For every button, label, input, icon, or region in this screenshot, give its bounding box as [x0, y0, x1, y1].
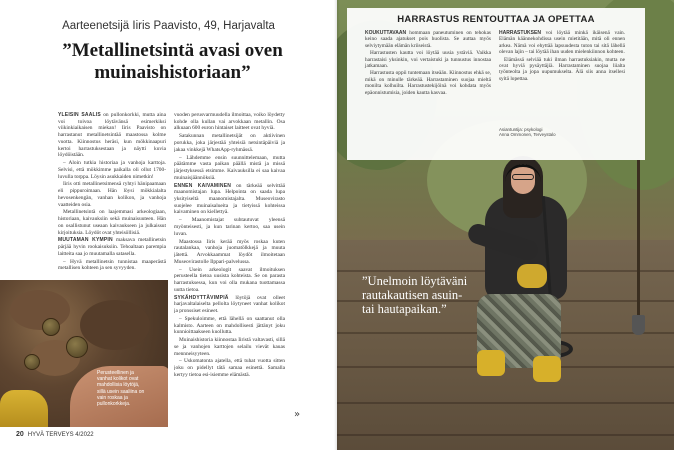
paragraph: – Uskomatonta ajatella, että tuhat vuotta sitten joku on pidellyt tätä samaa esinettä. Samalla kertyy tietoa esi-isiemme elämästä.: [174, 358, 285, 378]
paragraph: – Lähdemme ensin suunnittelemaan, mutta päätämme vasta paikan päällä mistä ja missä järjestyksessä etsimme. Kaivauksilla ei saa kaivaa muinaisjäännöksiä.: [174, 154, 285, 181]
expert-attribution: Asiantuntija: psykologi Anna Ommonen, Terveystalo: [499, 127, 556, 138]
info-column-1: [365, 30, 491, 97]
glove-shape: [0, 390, 48, 427]
paragraph: – Maanomistajat suhtautuvat yleensä myönteisesti, ja kun tarinan kertoo, saa usein luvan.: [174, 217, 285, 237]
spade-blade: [632, 315, 645, 335]
glove-shape: [517, 264, 547, 288]
paragraph: HARRASTUKSEN voi löytää minkä ikäisenä vain. Elämän käännekohdissa usein mietitään, mitä oli ennen arkea. Nämä voi ehyttää lapsuudesta tuton tai sitä lähellä olevan lajin – tai löytää ihan uuden mielenkiinnon kohteen.: [499, 30, 625, 56]
article-kicker: Aarteenetsijä Iiris Paavisto, 49, Harjavalta: [62, 20, 275, 32]
photo-caption: Perusteellinen ja vanhat kolikot ovat mahdollisia löytöjä, sillä usein saaliina on vain roskaa ja pullonkorkkeja.: [97, 370, 145, 408]
boot-shape: [533, 356, 561, 382]
info-box: [347, 8, 645, 160]
paragraph: ENNEN KAIVAMINEN on tärkeää selvittää maanomistajan lupa. Helpointa on saada lupa yksityiseltä maanomistajalta. Museovirasto suojelee muinaisalueita ja tietyissä kohteissa kaivaminen on kiellettyä.: [174, 182, 285, 216]
paragraph: Harrastusten kautta voi löytää uusia ystäviä. Vaikka harrastaisi yksinkin, voi vertaistuki ja tunnustus innostaa jatkamaan.: [365, 50, 491, 70]
coin-icon: [66, 336, 88, 358]
paragraph: MUUTAMAN KYMPIN maksava metallinetsin pärjää hyvin rookaisuksiin. Tehoaltaan parempia laitteita saa jo muutamalla satasella.: [58, 237, 166, 257]
coin-icon: [24, 354, 40, 370]
page-number: 20: [16, 431, 24, 438]
paragraph: SYKÄHDYTTÄVIMPIÄ löytöjä ovat olleet harjavaltalaiselta pellolta löytyneet vanhat kolikot ja pronssiset esineet.: [174, 294, 285, 314]
article-headline: ”Metallinetsintä avasi oven muinaishistoriaan”: [62, 40, 283, 83]
info-column-2: [499, 30, 625, 83]
paragraph: Metallinetsintä on laajemmasi arkeologiaan, historiaan, kaivauksiin sekä muinaisuuteen. Hän on osallistunut useaan kaivaukseen ja julkaissut kirjoituksia. Löydöt ovat yhteisöllisiä.: [58, 209, 166, 236]
paragraph: Maastossa Iiris kerää myös roskaa kuten rautalankaa, vanhoja juomatölkkejä ja muuta jätettä. Arvokkaammat löydöt ilmoitetaan Museovirastolle Ilppari-palvelussa.: [174, 238, 285, 265]
paragraph: – Usein arkeologit saavat ilmoituksen perusteella tietoa uusista kohteista. Se on parasta harrastuksessa, kun voi olla mukana tuottamassa uutta tietoa.: [174, 266, 285, 293]
right-page: [337, 0, 674, 450]
continue-arrow-icon: »: [294, 409, 301, 420]
paragraph: Elämässä selviää tuki ilman harrastuksiakin, mutta ne ovat hyviä pysäyttäjiä. Harrastaminen suojaa liialta työnteolta ja jopa uupumukselta. Älä siis anna itsellesi syitä lopettaa.: [499, 56, 625, 82]
paragraph: KOUKUTTAVAAN hommaan paneutuminen on tehokas keino saada ajatukset pois huolista. Se auttaa myös selviytymään elämän kriiseistä.: [365, 30, 491, 49]
page-gutter: [334, 0, 340, 450]
paragraph: – Aloin tutkia historiaa ja vanhoja karttoja. Selvisi, että mökkimme paikalla oli ollut 1700-luvulla torppa. Löysin asukkaiden nimetkin!: [58, 160, 166, 180]
paragraph: Harrastusta oppii tuntemaan itseään. Kiinnostus ehkä se, mikä on minulle tärkeää. Harrastaminen suojaa mieltä monilta kolhuilta. Harrastustekijöinä voi kohdata myös epäonnistumisia, joiden kautta kasvaa.: [365, 70, 491, 96]
magazine-name: HYVÄ TERVEYS 4/2022: [27, 432, 94, 438]
article-column-2: [174, 112, 285, 412]
info-box-title: HARRASTUS RENTOUTTAA JA OPETTAA: [397, 14, 595, 25]
paragraph: Muinaishistoria kiinnostaa Iiristä valtavasti, sillä se ja vanhojen karttojen selailu vievät kauas mennneisyyteen.: [174, 337, 285, 357]
coin-icon: [42, 318, 60, 336]
article-column-1: [58, 112, 166, 285]
page-folio: [16, 431, 94, 438]
paragraph: vuoden perusvarmuudella ilmoittaa, voiko löydetty kohde olla kullan vai arvokkaan metallin. Osa alkuaan 600 euron hintaiset laitteet ovat hyviä.: [174, 112, 285, 132]
paragraph: – Spekuloimme, että lähellä on saattanut olla kalmisto. Aarteen on mahdollisesti jättänyt joku kunnioittaakseen kuollutta.: [174, 315, 285, 336]
paragraph: – Hyvä metallinetsin tunnistaa maaperästä metallisen kohteen ja sen syvyyden.: [58, 258, 166, 272]
spade-handle: [637, 160, 640, 320]
paragraph: YLEISIN SAALIS on pullonkorkki, mutta aina voi toivoa löytävänsä esimerkiksi viikinkiaikaisen miekan! Iiris Paavisto on harrastanut metallinetsintää maastossa kolme vuotta. Kiinnostus heräsi, kun mökkinaapuri kertoi harrastuksestaan ja näytti kuvia löydöistään.: [58, 112, 166, 159]
boot-shape: [477, 350, 505, 376]
paragraph: Iiris otti metallinetsimensä ryhtyi hänipaamaan eli pippuroimaan. Hän löysi mökkialalta hevosenkengän, vanhan kolikon, ja vanhoja vaatteiden osia.: [58, 181, 166, 208]
pull-quote: ”Unelmoin löytäväni rautakautisen asuin- tai hautapaikan.”: [362, 274, 468, 316]
paragraph: Satakunnan metallinetsijät on aktiivinen porukka, joka järjestää yhteisiä netsintäpäiviä ja jakaa vinkkejä WhatsApp-ryhmässä.: [174, 133, 285, 153]
